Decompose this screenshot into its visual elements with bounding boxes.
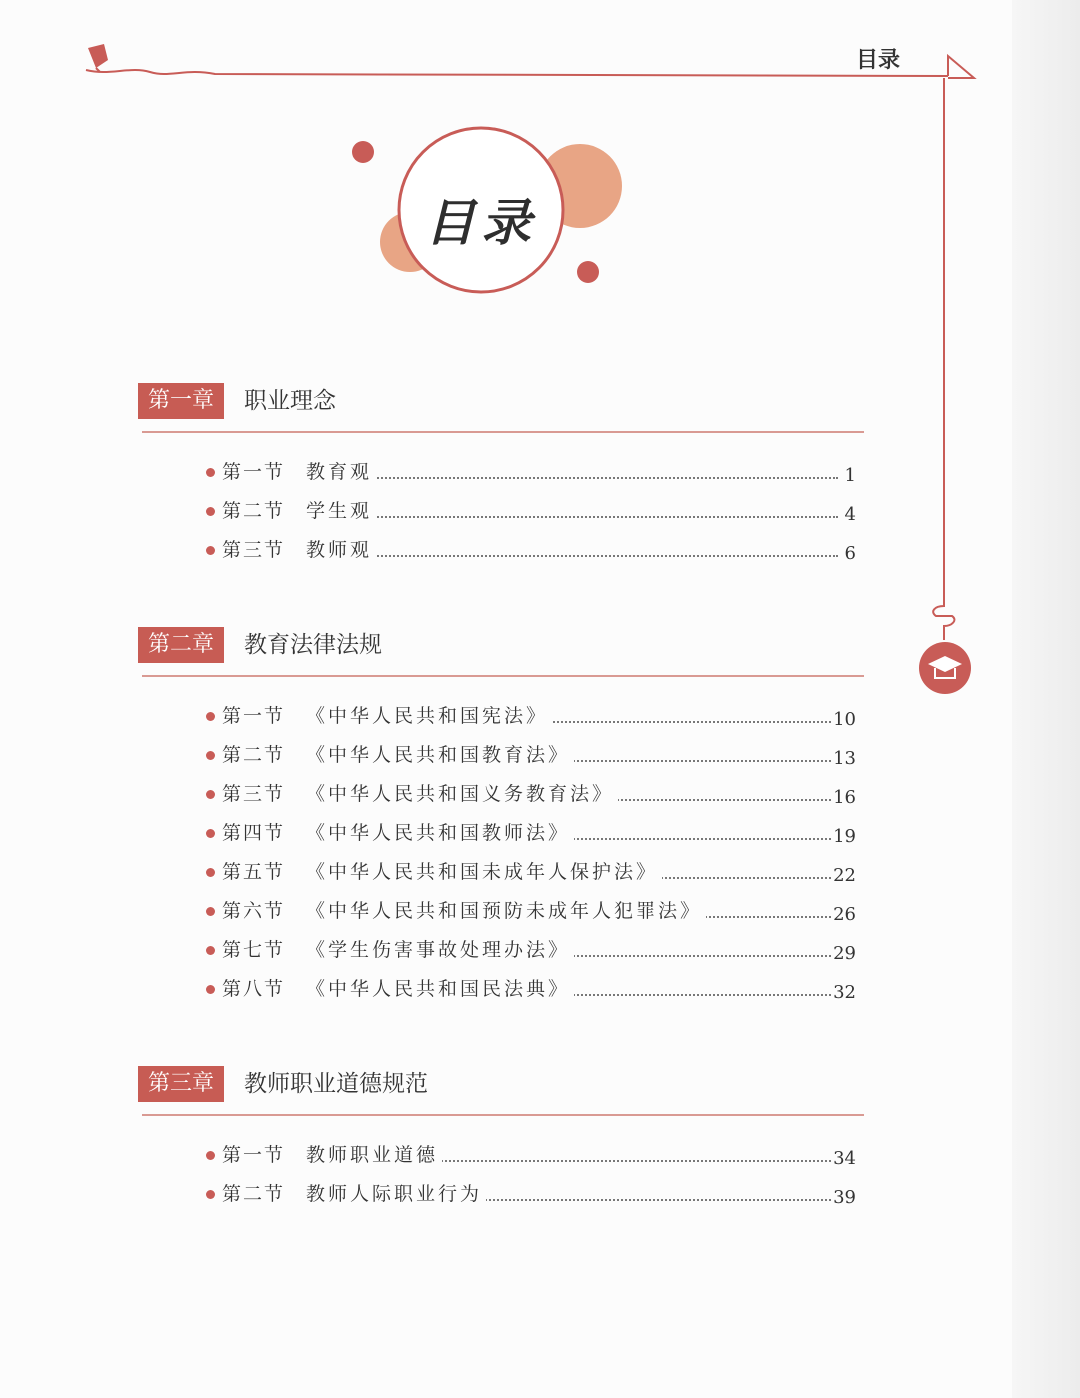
section-title: 教师职业道德 — [306, 1138, 442, 1172]
dot-leader — [306, 477, 838, 479]
section-number: 第一节 — [222, 705, 286, 727]
bullet-icon — [206, 1151, 215, 1160]
section-title: 《中华人民共和国未成年人保护法》 — [306, 855, 662, 889]
section-title: 《学生伤害事故处理办法》 — [306, 933, 574, 967]
page-number: 10 — [831, 703, 856, 737]
bullet-icon — [206, 946, 215, 955]
toc-entry[interactable] — [138, 738, 868, 777]
chapter-divider — [142, 431, 864, 433]
chapter-2 — [138, 627, 868, 1003]
section-number: 第一节 — [222, 461, 286, 483]
page-number: 22 — [831, 859, 856, 893]
page-number: 4 — [843, 498, 856, 532]
page-number: 16 — [831, 781, 856, 815]
bullet-icon — [206, 712, 215, 721]
section-title: 教师观 — [306, 533, 376, 567]
page-number: 19 — [831, 820, 856, 854]
page-number: 32 — [831, 976, 856, 1010]
toc-entry[interactable] — [138, 699, 868, 738]
header-title: 目录 — [856, 48, 901, 73]
section-title: 《中华人民共和国教师法》 — [306, 816, 574, 850]
section-number: 第三节 — [222, 539, 286, 561]
section-number: 第六节 — [222, 900, 286, 922]
toc-entry[interactable] — [138, 1177, 868, 1216]
section-title: 教育观 — [306, 455, 376, 489]
page-number: 26 — [831, 898, 856, 932]
chapter-divider — [142, 675, 864, 677]
bullet-icon — [206, 985, 215, 994]
toc-entry[interactable] — [138, 455, 868, 494]
toc-entry[interactable] — [138, 894, 868, 933]
bullet-icon — [206, 868, 215, 877]
toc-entry[interactable] — [138, 855, 868, 894]
chapter-name: 教育法律法规 — [244, 632, 382, 658]
toc-entry[interactable] — [138, 777, 868, 816]
section-number: 第八节 — [222, 978, 286, 1000]
section-number: 第七节 — [222, 939, 286, 961]
section-title: 《中华人民共和国民法典》 — [306, 972, 574, 1006]
toc-entry[interactable] — [138, 1138, 868, 1177]
toc-entry[interactable] — [138, 533, 868, 572]
section-title: 《中华人民共和国教育法》 — [306, 738, 574, 772]
dot-leader — [306, 516, 838, 518]
toc-entry[interactable] — [138, 972, 868, 1011]
section-number: 第二节 — [222, 744, 286, 766]
section-title: 《中华人民共和国义务教育法》 — [306, 777, 618, 811]
page-number: 29 — [831, 937, 856, 971]
section-number: 第五节 — [222, 861, 286, 883]
page-number: 6 — [843, 537, 856, 571]
bullet-icon — [206, 546, 215, 555]
chapter-label: 第二章 — [138, 627, 224, 663]
bullet-icon — [206, 751, 215, 760]
chapter-divider — [142, 1114, 864, 1116]
section-title: 教师人际职业行为 — [306, 1177, 486, 1211]
dot-leader — [306, 555, 838, 557]
page-number: 13 — [831, 742, 856, 776]
toc-entry[interactable] — [138, 816, 868, 855]
chapter-1 — [138, 383, 868, 564]
section-title: 学生观 — [306, 494, 376, 528]
toc-title: 目录 — [425, 194, 537, 252]
toc-entry[interactable] — [138, 933, 868, 972]
section-title: 《中华人民共和国宪法》 — [306, 699, 552, 733]
section-number: 第二节 — [222, 500, 286, 522]
chapter-3 — [138, 1066, 868, 1208]
section-number: 第二节 — [222, 1183, 286, 1205]
section-number: 第三节 — [222, 783, 286, 805]
chapter-name: 职业理念 — [244, 388, 336, 414]
bullet-icon — [206, 907, 215, 916]
page-number: 1 — [843, 459, 856, 493]
page-number: 39 — [831, 1181, 856, 1215]
section-number: 第四节 — [222, 822, 286, 844]
chapter-name: 教师职业道德规范 — [244, 1071, 428, 1097]
bullet-icon — [206, 829, 215, 838]
page-number: 34 — [831, 1142, 856, 1176]
bullet-icon — [206, 468, 215, 477]
bullet-icon — [206, 1190, 215, 1199]
chapter-label: 第三章 — [138, 1066, 224, 1102]
chapter-label: 第一章 — [138, 383, 224, 419]
bullet-icon — [206, 507, 215, 516]
toc-entry[interactable] — [138, 494, 868, 533]
section-title: 《中华人民共和国预防未成年人犯罪法》 — [306, 894, 706, 928]
section-number: 第一节 — [222, 1144, 286, 1166]
bullet-icon — [206, 790, 215, 799]
